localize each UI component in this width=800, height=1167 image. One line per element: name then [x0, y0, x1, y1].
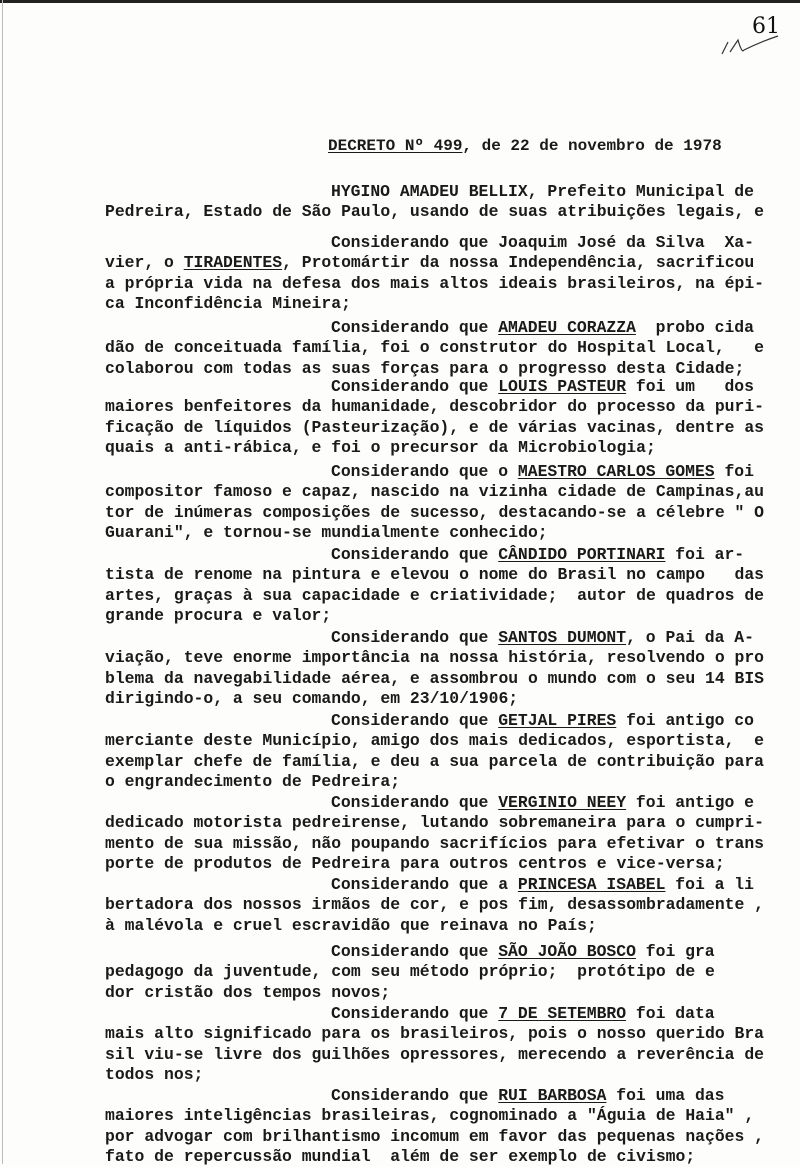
honoree-name: LOUIS PASTEUR: [498, 377, 627, 396]
text-line: [105, 793, 755, 813]
text-segment: Considerando que: [331, 793, 499, 812]
considerando-paragraph: [105, 875, 765, 936]
text-segment: viação, teve enorme importância na nossa história, resolvendo o pro: [105, 648, 765, 668]
honoree-name: TIRADENTES: [183, 253, 283, 273]
text-line: [105, 202, 765, 222]
text-segment: foi uma das: [606, 1086, 725, 1105]
text-segment: foi antigo co: [616, 711, 754, 730]
text-line: [105, 813, 765, 833]
text-segment: mento de sua missão, não poupando sacrifícios para efetivar o trans: [105, 833, 765, 853]
decree-title: [328, 137, 722, 155]
honoree-name: 7 DE SETEMBRO: [498, 1004, 627, 1023]
text-segment: Considerando que: [331, 628, 499, 647]
text-segment: Considerando que a: [331, 875, 518, 894]
text-segment: todos nos;: [105, 1064, 204, 1084]
text-segment: dedicado motorista pedreirense, lutando sobremaneira para o cumpri-: [105, 813, 765, 833]
text-line: [105, 854, 755, 874]
text-segment: foi ar-: [665, 545, 745, 564]
text-segment: merciante deste Município, amigo dos mais dedicados, esportista, e: [105, 731, 765, 751]
text-segment: Considerando que: [331, 1004, 499, 1023]
text-segment: Considerando que o: [331, 462, 518, 481]
honoree-name: CÂNDIDO PORTINARI: [498, 545, 666, 564]
text-line: [105, 1065, 755, 1085]
scan-top-edge: [0, 0, 800, 3]
text-line: [105, 1106, 755, 1126]
considerando-paragraph: [105, 1086, 765, 1167]
text-segment: dirigindo-o, a seu comando, em 23/10/1906;: [105, 688, 519, 708]
text-segment: Considerando que: [331, 545, 499, 564]
considerando-paragraph: [105, 377, 765, 458]
honoree-name: RUI BARBOSA: [498, 1086, 607, 1105]
text-segment: maiores benfeitores da humanidade, descobridor do processo da puri-: [105, 397, 765, 417]
text-line: [105, 875, 755, 895]
honoree-name: GETJAL PIRES: [498, 711, 617, 730]
text-segment: foi data: [626, 1004, 715, 1023]
text-segment: quais a anti-rábica, e foi o precursor da Microbiologia;: [105, 437, 656, 457]
text-segment: foi: [714, 462, 754, 481]
text-segment: colaborou com todas as suas forças para o progresso desta Cidade;: [105, 358, 745, 378]
text-line: [105, 1024, 765, 1044]
text-segment: Guarani", e tornou-se mundialmente conhecido;: [105, 522, 548, 542]
text-segment: Considerando que: [331, 942, 499, 961]
honoree-name: VERGINIO NEEY: [498, 793, 627, 812]
text-line: [105, 462, 755, 482]
text-segment: Considerando que Joaquim José da Silva Xa-: [331, 233, 754, 252]
text-line: [105, 585, 765, 606]
text-segment: compositor famoso e capaz, nascido na vizinha cidade de Campinas,au: [105, 482, 765, 502]
text-segment: HYGINO AMADEU BELLIX, Prefeito Municipal de: [331, 182, 754, 201]
text-segment: sil viu-se livre dos guilhões opressores, merecendo a reverência de: [105, 1044, 765, 1064]
text-segment: dão de conceituada família, foi o construtor do Hospital Local, e: [105, 338, 765, 358]
text-line: [105, 438, 755, 458]
text-line: [105, 233, 755, 253]
honoree-name: SÃO JOÃO BOSCO: [498, 942, 636, 961]
text-segment: mais alto significado para os brasileiros, pois o nosso querido Bra: [105, 1024, 765, 1044]
text-segment: foi um dos: [626, 377, 754, 396]
text-line: [105, 916, 755, 936]
text-line: [105, 772, 755, 792]
honoree-name: PRINCESA ISABEL: [517, 875, 666, 894]
text-line: [105, 397, 765, 417]
text-line: [105, 318, 755, 338]
text-segment: maiores inteligências brasileiras, cognominado a "Águia de Haia" ,: [105, 1106, 755, 1126]
text-segment: ca Inconfidência Mineira;: [105, 293, 351, 313]
text-line: [105, 833, 765, 854]
text-segment: grande procura e valor;: [105, 605, 332, 625]
text-segment: probo cida: [635, 318, 754, 337]
decree-date: , de 22 de novembro de 1978: [462, 137, 722, 155]
handwritten-mark-icon: [720, 28, 780, 56]
text-line: [105, 273, 765, 294]
text-segment: Considerando que: [331, 1086, 499, 1105]
text-line: [105, 1044, 765, 1065]
honoree-name: SANTOS DUMONT: [498, 628, 627, 647]
text-line: [105, 689, 755, 709]
text-segment: ficação de líquidos (Pasteurização), e de várias vacinas, dentre as: [105, 417, 765, 437]
text-line: [105, 668, 765, 689]
text-line: [105, 377, 755, 397]
text-line: [105, 1004, 755, 1024]
considerando-paragraph: [105, 942, 755, 1003]
text-segment: vier, o: [105, 253, 184, 273]
text-line: [105, 962, 755, 982]
considerando-paragraph: [105, 711, 765, 792]
text-line: [105, 294, 755, 314]
text-segment: foi antigo e: [626, 793, 754, 812]
text-segment: , Protomártir da nossa Independência, sacrificou: [282, 253, 755, 273]
text-line: [105, 1086, 755, 1106]
text-line: [105, 338, 765, 358]
text-line: [105, 182, 755, 202]
text-line: [105, 711, 755, 731]
text-line: [105, 545, 755, 565]
text-segment: Pedreira, Estado de São Paulo, usando de suas atribuições legais, e: [105, 202, 765, 222]
text-line: [105, 628, 755, 648]
text-segment: o engrandecimento de Pedreira;: [105, 771, 401, 791]
honoree-name: AMADEU CORAZZA: [498, 318, 636, 337]
text-segment: foi gra: [635, 942, 715, 961]
text-line: [105, 565, 765, 585]
text-segment: Considerando que: [331, 318, 499, 337]
considerando-paragraph: [105, 628, 765, 709]
considerando-paragraph: [105, 793, 765, 874]
text-segment: pedagogo da juventude, com seu método próprio; protótipo de e: [105, 962, 715, 982]
text-line: [105, 482, 765, 502]
text-line: [105, 359, 755, 379]
text-line: [105, 502, 765, 523]
text-line: [105, 751, 765, 772]
text-line: [105, 417, 765, 438]
text-segment: tista de renome na pintura e elevou o nome do Brasil no campo das: [105, 565, 765, 585]
considerando-paragraph: [105, 545, 765, 626]
text-segment: foi a li: [665, 875, 754, 894]
considerando-paragraph: [105, 462, 765, 543]
text-segment: Considerando que: [331, 711, 499, 730]
text-segment: tor de inúmeras composições de sucesso, destacando-se a célebre " O: [105, 502, 765, 522]
honoree-name: MAESTRO CARLOS GOMES: [517, 462, 715, 481]
considerando-paragraph: [105, 1004, 765, 1085]
text-line: [105, 983, 755, 1003]
text-line: [105, 253, 755, 273]
text-segment: à malévola e cruel escravidão que reinava no País;: [105, 915, 597, 935]
text-line: [105, 523, 755, 543]
considerando-paragraph: [105, 233, 765, 314]
text-line: [105, 648, 765, 668]
text-line: [105, 1126, 765, 1147]
text-line: [105, 606, 755, 626]
text-line: [105, 942, 755, 962]
text-segment: por advogar com brilhantismo incomum em favor das pequenas nações ,: [105, 1126, 765, 1146]
text-segment: bertadora dos nossos irmãos de cor, e pos fim, desassombradamente ,: [105, 895, 765, 915]
text-line: [105, 731, 765, 751]
text-segment: porte de produtos de Pedreira para outros centros e vice-versa;: [105, 853, 725, 873]
text-segment: fato de repercussão mundial além de ser exemplo de civismo;: [105, 1146, 696, 1166]
text-segment: dor cristão dos tempos novos;: [105, 982, 391, 1002]
considerando-paragraph: [105, 318, 765, 379]
text-segment: , o Pai da A-: [626, 628, 754, 647]
page-number: 61: [752, 14, 780, 39]
decree-number: DECRETO Nº 499: [328, 137, 463, 155]
scan-left-edge: [2, 0, 3, 1164]
text-segment: exemplar chefe de família, e deu a sua parcela de contribuição para: [105, 751, 765, 771]
text-segment: Considerando que: [331, 377, 499, 396]
text-segment: a própria vida na defesa dos mais altos ideais brasileiros, na épi-: [105, 273, 765, 293]
text-line: [105, 895, 765, 915]
text-segment: blema da navegabilidade aérea, e assombrou o mundo com o seu 14 BIS: [105, 668, 765, 688]
text-segment: artes, graças à sua capacidade e criatividade; autor de quadros de: [105, 585, 765, 605]
preamble-paragraph: [105, 182, 765, 223]
